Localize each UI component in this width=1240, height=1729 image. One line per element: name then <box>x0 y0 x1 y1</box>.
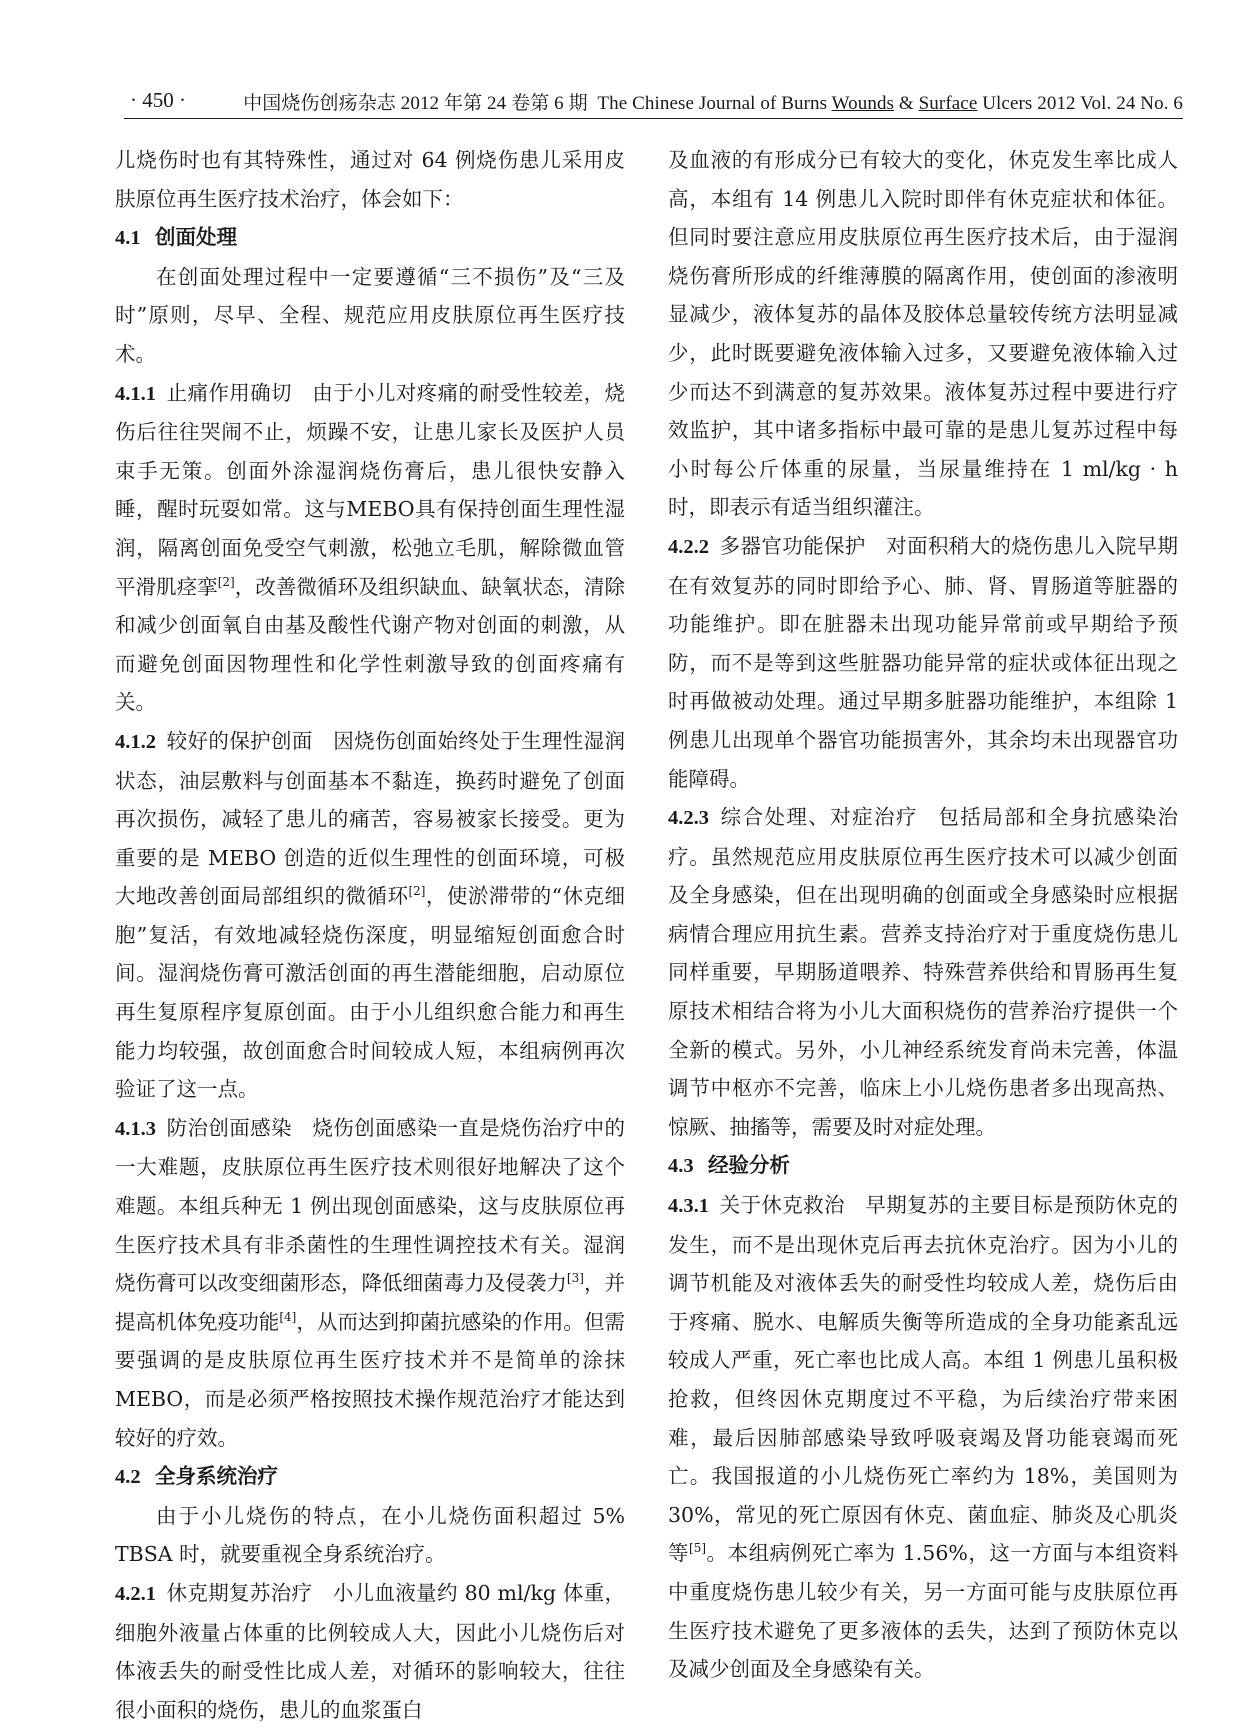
subsection-4-2-3: 4.2.3 综合处理、对症治疗 包括局部和全身抗感染治疗。虽然规范应用皮肤原位再生医疗技术可以减少创面及全身感染，但在出现明确的创面或全身感染时应根据病情合理应用抗生素。营养支持治疗对于重度烧伤患儿同样重要，早期肠道喂养、特殊营养供给和胃肠再生复原技术相结合将为小儿大面积烧伤的营养治疗提供一个全新的模式。另外，小儿神经系统发育尚未完善，体温调节中枢亦不完善，临床上小儿烧伤患者多出现高热、惊厥、抽搐等，需要及时对症处理。 <box>668 805 1178 1139</box>
section-heading-4-3: 4.3 经验分析 <box>668 1153 790 1178</box>
header-rule <box>124 118 1183 119</box>
paragraph: 由于小儿烧伤的特点，在小儿烧伤面积超过 5% TBSA 时，就要重视全身系统治疗。 <box>115 1503 625 1567</box>
citation: [5] <box>689 1541 707 1556</box>
citation: [3] <box>566 1271 584 1286</box>
section-heading-4-1: 4.1 创面处理 <box>115 225 237 250</box>
subsection-4-1-2: 4.1.2 较好的保护创面 因烧伤创面始终处于生理性湿润状态，油层敷料与创面基本不黏连，换药时避免了创面再次损伤，减轻了患儿的痛苦，容易被家长接受。更为重要的是 MEBO 创造的近似生理性的创面环境，可极大地改善创面局部组织的微循环[2]，使淤滞带的“休克细胞”复活，有效地减轻烧伤深度，明显缩短创面愈合时间。湿润烧伤膏可激活创面的再生潜能细胞，启动原位再生复原程序复原创面。由于小儿组织愈合能力和再生能力均较强，故创面愈合时间较成人短，本组病例再次验证了这一点。 <box>115 728 626 1102</box>
right-column <box>668 141 1178 1689</box>
section-heading-4-2: 4.2 全身系统治疗 <box>115 1464 278 1489</box>
journal-title-en: The Chinese Journal of Burns Wounds & Surface Ulcers 2012 Vol. 24 No. 6 <box>597 93 1183 114</box>
journal-title-cn: 中国烧伤创疡杂志 2012 年第 24 卷第 6 期 <box>243 93 588 114</box>
subsection-4-1-3: 4.1.3 防治创面感染 烧伤创面感染一直是烧伤治疗中的一大难题，皮肤原位再生医疗技术则很好地解决了这个难题。本组兵种无 1 例出现创面感染，这与皮肤原位再生医疗技术具有非杀菌性的生理性调控技术有关。湿润烧伤膏可以改变细菌形态，降低细菌毒力及侵袭力[3]，并提高机体免疫功能[4]，从而达到抑菌抗感染的作用。但需要强调的是皮肤原位再生医疗技术并不是简单的涂抹 MEBO，而是必须严格按照技术操作规范治疗才能达到较好的疗效。 <box>115 1115 626 1450</box>
running-header <box>130 86 1183 116</box>
subsection-4-3-1: 4.3.1 关于休克救治 早期复苏的主要目标是预防休克的发生，而不是出现休克后再去抗休克治疗。因为小儿的调节机能及对液体丢失的耐受性均较成人差，烧伤后由于疼痛、脱水、电解质失衡等所造成的全身功能紊乱远较成人严重，死亡率也比成人高。本组 1 例患儿虽积极抢救，但终因休克期度过不平稳，为后续治疗带来困难，最后因肺部感染导致呼吸衰竭及肾功能衰竭而死亡。我国报道的小儿烧伤死亡率约为 18%，美国则为 30%，常见的死亡原因有休克、菌血症、肺炎及心肌炎等[5]。本组病例死亡率为 1.56%，这一方面与本组资料中重度烧伤患儿较少有关，另一方面可能与皮肤原位再生医疗技术避免了更多液体的丢失，达到了预防休克以及减少创面及全身感染有关。 <box>668 1193 1179 1682</box>
subsection-4-1-1: 4.1.1 止痛作用确切 由于小儿对疼痛的耐受性较差，烧伤后往往哭闹不止，烦躁不安，让患儿家长及医护人员束手无策。创面外涂湿润烧伤膏后，患儿很快安静入睡，醒时玩耍如常。这与MEBO具有保持创面生理性湿润，隔离创面免受空气刺激，松弛立毛肌，解除微血管平滑肌痉挛[2]，改善微循环及组织缺血、缺氧状态，清除和减少创面氧自由基及酸性代谢产物对创面的刺激，从而避免创面因物理性和化学性刺激导致的创面疼痛有关。 <box>115 380 626 715</box>
subsection-4-2-2: 4.2.2 多器官功能保护 对面积稍大的烧伤患儿入院早期在有效复苏的同时即给予心、肺、肾、胃肠道等脏器的功能维护。即在脏器未出现功能异常前或早期给予预防，而不是等到这些脏器功能异常的症状或体征出现之时再做被动处理。通过早期多脏器功能维护，本组除 1 例患儿出现单个器官功能损害外，其余均未出现器官功能障碍。 <box>668 533 1178 791</box>
citation: [2] <box>217 574 235 589</box>
paragraph: 及血液的有形成分已有较大的变化，休克发生率比成人高，本组有 14 例患儿入院时即伴有休克症状和体征。但同时要注意应用皮肤原位再生医疗技术后，由于湿润烧伤膏所形成的纤维薄膜的隔离作用，使创面的渗液明显减少，液体复苏的晶体及胶体总量较传统方法明显减少，此时既要避免液体输入过多，又要避免液体输入过少而达不到满意的复苏效果。液体复苏过程中要进行疗效监护，其中诸多指标中最可靠的是患儿复苏过程中每小时每公斤体重的尿量，当尿量维持在 1 ml/kg · h 时，即表示有适当组织灌注。 <box>668 148 1178 520</box>
citation: [2] <box>408 884 426 899</box>
paragraph: 儿烧伤时也有其特殊性，通过对 64 例烧伤患儿采用皮肤原位再生医疗技术治疗，体会如下： <box>115 148 625 211</box>
paragraph: 在创面处理过程中一定要遵循“三不损伤”及“三及时”原则，尽早、全程、规范应用皮肤原位再生医疗技术。 <box>115 264 625 366</box>
left-column <box>115 141 625 1729</box>
subsection-4-2-1: 4.2.1 休克期复苏治疗 小儿血液量约 80 ml/kg 体重，细胞外液量占体重的比例较成人大，因此小儿烧伤后对体液丢失的耐受性比成人差，对循环的影响较大，往往很小面积的烧伤，患儿的血浆蛋白 <box>115 1580 625 1722</box>
journal-title <box>243 88 1183 115</box>
citation: [4] <box>279 1309 297 1324</box>
page-number: · 450 · <box>130 88 186 112</box>
